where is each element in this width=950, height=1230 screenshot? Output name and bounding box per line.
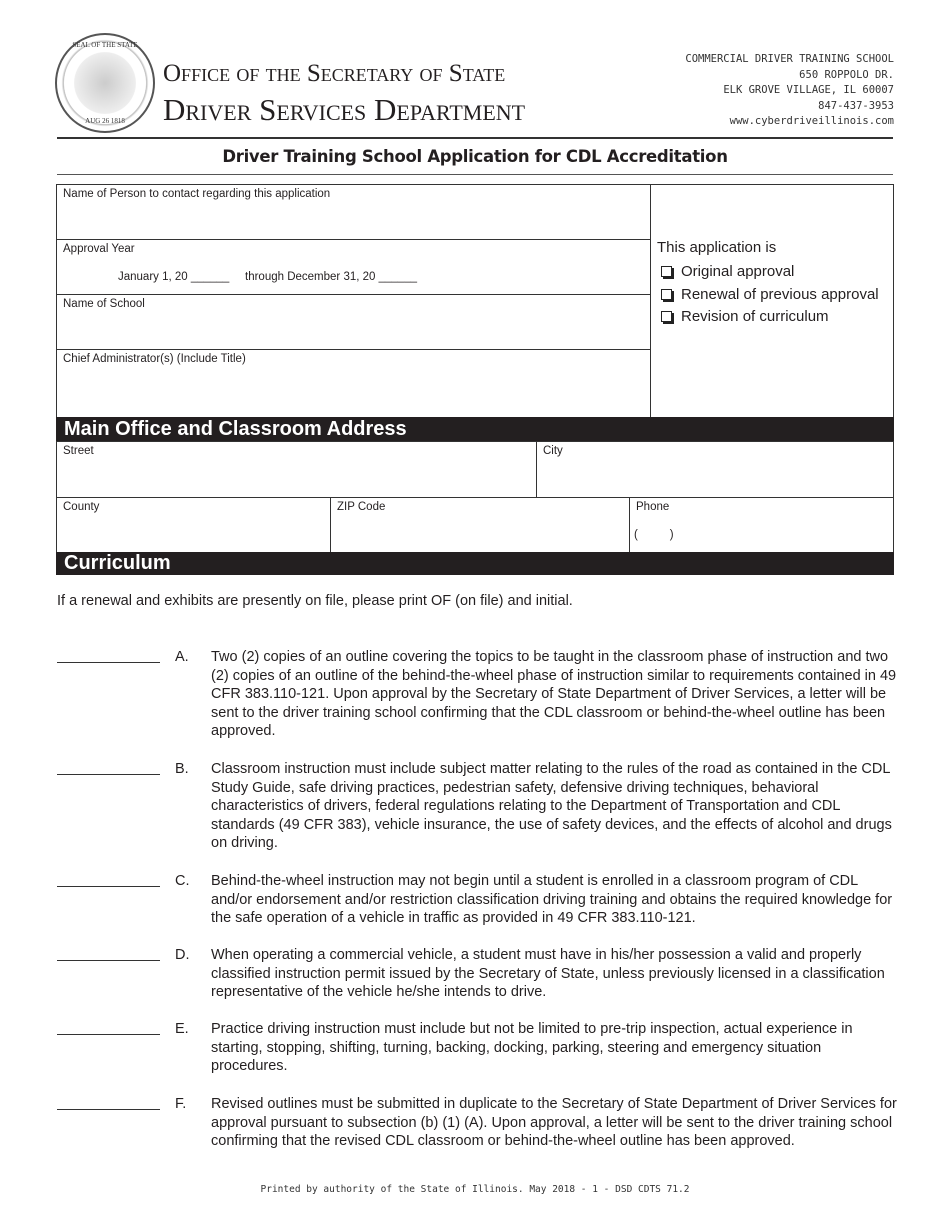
phone-field[interactable] <box>629 497 894 553</box>
address-line: 847-437-3953 <box>818 99 894 112</box>
phone-label: Phone <box>636 501 670 513</box>
item-text: Practice driving instruction must include but not be limited to pre-trip inspection, actual experience in starting, stopping, shifting, turning, backing, docking, parking, steering and emergency situation procedures. <box>211 1021 853 1075</box>
street-field[interactable] <box>56 441 537 498</box>
option-label: Original approval <box>681 263 795 280</box>
checkbox-revision[interactable] <box>651 306 879 329</box>
checkbox-icon <box>661 311 672 322</box>
approval-year-field[interactable] <box>56 239 651 295</box>
curriculum-heading: Curriculum <box>56 552 894 575</box>
address-line: ELK GROVE VILLAGE, IL 60007 <box>723 84 894 96</box>
approval-to: through December 31, 20 ______ <box>245 271 417 283</box>
item-letter: E. <box>175 1021 189 1037</box>
zip-field[interactable] <box>330 497 630 553</box>
initial-blank[interactable] <box>57 662 160 663</box>
address-line: 650 ROPPOLO DR. <box>799 68 894 81</box>
city-field[interactable] <box>536 441 894 498</box>
application-type-box <box>650 184 894 418</box>
item-text: Revised outlines must be submitted in duplicate to the Secretary of State Department of Driver Services for approval pursuant to subsection (b) (1) (A). Upon approval, a letter will be sent to the driver training school confirming that the revised CDL classroom or behind-the-wheel outline has been approved. <box>211 1096 897 1150</box>
application-is-label: This application is <box>657 239 777 256</box>
item-letter: F. <box>175 1096 187 1112</box>
department-title: Driver Services Department <box>163 92 526 127</box>
approval-from: January 1, 20 ______ <box>118 271 230 283</box>
checkbox-icon <box>661 266 672 277</box>
contact-field[interactable] <box>56 184 651 240</box>
item-letter: B. <box>175 761 189 777</box>
initial-blank[interactable] <box>57 1034 160 1035</box>
item-text: When operating a commercial vehicle, a student must have in his/her possession a valid and properly classified instruction permit issued by the Secretary of State, unless previously licensed in a classification representative of the vehicle he/she intends to drive. <box>211 947 885 1001</box>
address-line: COMMERCIAL DRIVER TRAINING SCHOOL <box>685 53 894 65</box>
admin-label: Chief Administrator(s) (Include Title) <box>63 353 246 365</box>
initial-blank[interactable] <box>57 774 160 775</box>
county-field[interactable] <box>56 497 331 553</box>
form-title: Driver Training School Application for CDL Accreditation <box>222 147 728 166</box>
footer: Printed by authority of the State of Illinois. May 2018 - 1 - DSD CDTS 71.2 <box>260 1184 690 1195</box>
item-text: Two (2) copies of an outline covering the topics to be taught in the classroom phase of instruction and two (2) copies of an outline of the behind-the-wheel phase of instruction similar to requirements contained in 49 CFR 383.110-121. Upon approval by the Secretary of State Department of Driver Services, a letter will be sent to the driver training school confirming that the CDL classroom or behind-the-wheel outline has been approved. <box>211 649 897 740</box>
county-label: County <box>63 501 100 513</box>
checkbox-renewal[interactable] <box>651 284 879 307</box>
zip-label: ZIP Code <box>337 501 386 513</box>
curriculum-intro: If a renewal and exhibits are presently on file, please print OF (on file) and initial. <box>57 593 573 609</box>
item-text: Behind-the-wheel instruction may not begin until a student is enrolled in a classroom program of CDL and/or endorsement and/or restriction classification driving training and obtains the required knowledge for the safe operation of a vehicle in traffic as provided in 49 CFR 383.110-121. <box>211 873 893 927</box>
contact-label: Name of Person to contact regarding this application <box>63 188 331 200</box>
admin-field[interactable] <box>56 349 651 418</box>
initial-blank[interactable] <box>57 960 160 961</box>
approval-year-label: Approval Year <box>63 243 135 255</box>
item-letter: D. <box>175 947 190 963</box>
divider <box>57 174 893 175</box>
website-link[interactable]: www.cyberdriveillinois.com <box>729 115 894 127</box>
checkbox-original-approval[interactable] <box>651 261 879 284</box>
city-label: City <box>543 445 563 457</box>
option-label: Revision of curriculum <box>681 308 829 325</box>
street-label: Street <box>63 445 94 457</box>
phone-area-code: ( ) <box>634 529 674 541</box>
item-letter: A. <box>175 649 189 665</box>
school-address <box>685 52 894 130</box>
divider <box>57 137 893 139</box>
state-seal-logo: SEAL OF THE STATE AUG 26 1818 <box>55 33 155 133</box>
initial-blank[interactable] <box>57 1109 160 1110</box>
option-label: Renewal of previous approval <box>681 285 879 303</box>
school-label: Name of School <box>63 298 145 310</box>
initial-blank[interactable] <box>57 886 160 887</box>
school-name-field[interactable] <box>56 294 651 350</box>
office-title: Office of the Secretary of State <box>163 60 506 87</box>
address-section-heading: Main Office and Classroom Address <box>56 417 894 442</box>
item-text: Classroom instruction must include subject matter relating to the rules of the road as contained in the CDL Study Guide, safe driving practices, pedestrian safety, defensive driving techniques, behavioral characteristics of drivers, federal regulations relating to the Department of Transportation and CDL standards (49 CFR 383), vehicle insurance, the use of safety devices, and the effects of alcohol and drugs on driving. <box>211 761 892 852</box>
checkbox-icon <box>661 289 672 300</box>
item-letter: C. <box>175 873 190 889</box>
